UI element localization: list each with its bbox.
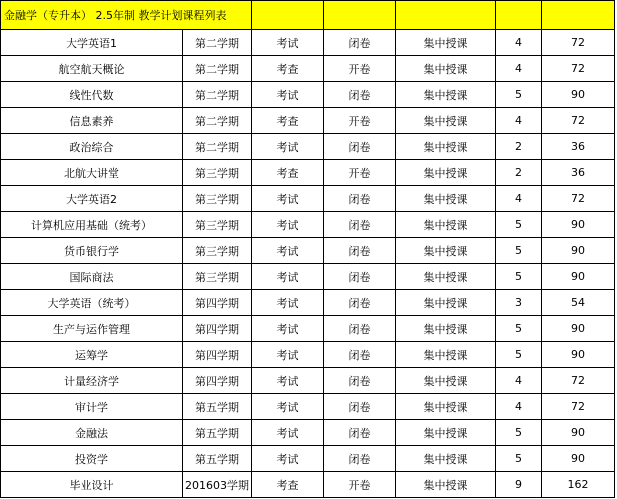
term-cell[interactable]: 第三学期 [183,212,252,238]
teaching-mode-cell[interactable]: 集中授课 [396,134,496,160]
table-row [1,212,615,238]
course-name-cell[interactable]: 国际商法 [1,264,183,290]
hours-cell[interactable]: 54 [542,290,615,316]
course-name-cell[interactable]: 生产与运作管理 [1,316,183,342]
term-cell[interactable]: 第三学期 [183,160,252,186]
term-cell[interactable]: 第四学期 [183,368,252,394]
term-cell[interactable]: 第三学期 [183,186,252,212]
teaching-mode-cell[interactable]: 集中授课 [396,316,496,342]
course-name-cell[interactable]: 大学英语2 [1,186,183,212]
table-row [1,238,615,264]
teaching-mode-cell[interactable]: 集中授课 [396,290,496,316]
course-name-cell[interactable]: 线性代数 [1,82,183,108]
exam-type-cell[interactable]: 考查 [252,56,324,82]
course-name-cell[interactable]: 航空航天概论 [1,56,183,82]
hours-cell[interactable]: 72 [542,108,615,134]
teaching-mode-cell[interactable]: 集中授课 [396,186,496,212]
table-row [1,394,615,420]
credits-cell[interactable]: 5 [496,264,542,290]
teaching-mode-cell[interactable]: 集中授课 [396,420,496,446]
term-cell[interactable]: 第二学期 [183,30,252,56]
table-row [1,472,615,498]
course-name-cell[interactable]: 运筹学 [1,342,183,368]
course-name-cell[interactable]: 大学英语1 [1,30,183,56]
hours-cell[interactable]: 90 [542,238,615,264]
exam-type-cell[interactable]: 考试 [252,316,324,342]
course-name-cell[interactable]: 大学英语（统考） [1,290,183,316]
course-name-cell[interactable]: 计量经济学 [1,368,183,394]
credits-cell[interactable]: 2 [496,134,542,160]
table-row [1,56,615,82]
hours-cell[interactable]: 90 [542,316,615,342]
exam-type-cell[interactable]: 考试 [252,290,324,316]
hours-cell[interactable]: 90 [542,82,615,108]
table-row [1,420,615,446]
header-cell[interactable] [496,1,542,30]
exam-mode-cell[interactable]: 闭卷 [324,420,396,446]
table-row [1,160,615,186]
exam-mode-cell[interactable]: 闭卷 [324,238,396,264]
course-name-cell[interactable]: 金融法 [1,420,183,446]
exam-mode-cell[interactable]: 闭卷 [324,264,396,290]
credits-cell[interactable]: 5 [496,82,542,108]
credits-cell[interactable]: 4 [496,394,542,420]
credits-cell[interactable]: 5 [496,212,542,238]
teaching-mode-cell[interactable]: 集中授课 [396,446,496,472]
teaching-mode-cell[interactable]: 集中授课 [396,30,496,56]
exam-mode-cell[interactable]: 闭卷 [324,30,396,56]
term-cell[interactable]: 第四学期 [183,290,252,316]
course-name-cell[interactable]: 信息素养 [1,108,183,134]
exam-mode-cell[interactable]: 闭卷 [324,342,396,368]
credits-cell[interactable]: 3 [496,290,542,316]
hours-cell[interactable]: 90 [542,212,615,238]
exam-mode-cell[interactable]: 闭卷 [324,82,396,108]
table-row [1,290,615,316]
exam-type-cell[interactable]: 考查 [252,160,324,186]
hours-cell[interactable]: 72 [542,56,615,82]
term-cell[interactable]: 第五学期 [183,420,252,446]
table-row [1,186,615,212]
exam-mode-cell[interactable]: 闭卷 [324,446,396,472]
credits-cell[interactable]: 4 [496,368,542,394]
credits-cell[interactable]: 5 [496,446,542,472]
exam-type-cell[interactable]: 考试 [252,238,324,264]
hours-cell[interactable]: 72 [542,394,615,420]
exam-type-cell[interactable]: 考查 [252,108,324,134]
hours-cell[interactable]: 72 [542,368,615,394]
teaching-mode-cell[interactable]: 集中授课 [396,108,496,134]
term-cell[interactable]: 第四学期 [183,342,252,368]
hours-cell[interactable]: 36 [542,134,615,160]
teaching-mode-cell[interactable]: 集中授课 [396,368,496,394]
exam-type-cell[interactable]: 考试 [252,342,324,368]
table-row [1,82,615,108]
exam-mode-cell[interactable]: 开卷 [324,160,396,186]
teaching-mode-cell[interactable]: 集中授课 [396,472,496,498]
term-cell[interactable]: 第五学期 [183,394,252,420]
exam-mode-cell[interactable]: 开卷 [324,472,396,498]
table-row [1,342,615,368]
exam-type-cell[interactable]: 考试 [252,212,324,238]
teaching-mode-cell[interactable]: 集中授课 [396,342,496,368]
header-cell[interactable] [252,1,324,30]
teaching-mode-cell[interactable]: 集中授课 [396,56,496,82]
credits-cell[interactable]: 4 [496,186,542,212]
hours-cell[interactable]: 162 [542,472,615,498]
teaching-mode-cell[interactable]: 集中授课 [396,238,496,264]
hours-cell[interactable]: 72 [542,30,615,56]
exam-mode-cell[interactable]: 闭卷 [324,212,396,238]
exam-mode-cell[interactable]: 开卷 [324,108,396,134]
credits-cell[interactable]: 4 [496,108,542,134]
exam-mode-cell[interactable]: 闭卷 [324,134,396,160]
credits-cell[interactable]: 2 [496,160,542,186]
credits-cell[interactable]: 4 [496,56,542,82]
exam-type-cell[interactable]: 考试 [252,368,324,394]
hours-cell[interactable]: 90 [542,264,615,290]
term-cell[interactable]: 第三学期 [183,238,252,264]
exam-type-cell[interactable]: 考试 [252,186,324,212]
table-row [1,134,615,160]
hours-cell[interactable]: 72 [542,186,615,212]
hours-cell[interactable]: 90 [542,446,615,472]
term-cell[interactable]: 第四学期 [183,316,252,342]
table-title[interactable]: 金融学（专升本） 2.5年制 教学计划课程列表 [1,1,252,30]
credits-cell[interactable]: 5 [496,420,542,446]
credits-cell[interactable]: 9 [496,472,542,498]
credits-cell[interactable]: 4 [496,30,542,56]
exam-type-cell[interactable]: 考试 [252,264,324,290]
exam-type-cell[interactable]: 考查 [252,472,324,498]
exam-mode-cell[interactable]: 闭卷 [324,394,396,420]
term-cell[interactable]: 第二学期 [183,108,252,134]
teaching-mode-cell[interactable]: 集中授课 [396,82,496,108]
exam-mode-cell[interactable]: 开卷 [324,56,396,82]
term-cell[interactable]: 第二学期 [183,56,252,82]
exam-type-cell[interactable]: 考试 [252,30,324,56]
exam-mode-cell[interactable]: 闭卷 [324,316,396,342]
exam-type-cell[interactable]: 考试 [252,394,324,420]
header-cell[interactable] [396,1,496,30]
exam-type-cell[interactable]: 考试 [252,134,324,160]
term-cell[interactable]: 第三学期 [183,264,252,290]
header-cell[interactable] [542,1,615,30]
header-row [1,1,615,30]
hours-cell[interactable]: 90 [542,420,615,446]
hours-cell[interactable]: 90 [542,342,615,368]
exam-mode-cell[interactable]: 闭卷 [324,368,396,394]
exam-type-cell[interactable]: 考试 [252,82,324,108]
table-row [1,446,615,472]
teaching-mode-cell[interactable]: 集中授课 [396,212,496,238]
credits-cell[interactable]: 5 [496,316,542,342]
table-row [1,108,615,134]
table-row [1,30,615,56]
term-cell[interactable]: 第二学期 [183,82,252,108]
teaching-mode-cell[interactable]: 集中授课 [396,264,496,290]
credits-cell[interactable]: 5 [496,238,542,264]
teaching-mode-cell[interactable]: 集中授课 [396,394,496,420]
exam-type-cell[interactable]: 考试 [252,446,324,472]
teaching-mode-cell[interactable]: 集中授课 [396,160,496,186]
hours-cell[interactable]: 36 [542,160,615,186]
exam-type-cell[interactable]: 考试 [252,420,324,446]
course-name-cell[interactable]: 毕业设计 [1,472,183,498]
course-name-cell[interactable]: 计算机应用基础（统考） [1,212,183,238]
term-cell[interactable]: 201603学期 [183,472,252,498]
header-cell[interactable] [324,1,396,30]
course-name-cell[interactable]: 货币银行学 [1,238,183,264]
course-name-cell[interactable]: 政治综合 [1,134,183,160]
table-row [1,316,615,342]
table-row [1,264,615,290]
credits-cell[interactable]: 5 [496,342,542,368]
term-cell[interactable]: 第五学期 [183,446,252,472]
course-name-cell[interactable]: 北航大讲堂 [1,160,183,186]
course-name-cell[interactable]: 投资学 [1,446,183,472]
exam-mode-cell[interactable]: 闭卷 [324,290,396,316]
course-name-cell[interactable]: 审计学 [1,394,183,420]
table-row [1,368,615,394]
exam-mode-cell[interactable]: 闭卷 [324,186,396,212]
term-cell[interactable]: 第二学期 [183,134,252,160]
